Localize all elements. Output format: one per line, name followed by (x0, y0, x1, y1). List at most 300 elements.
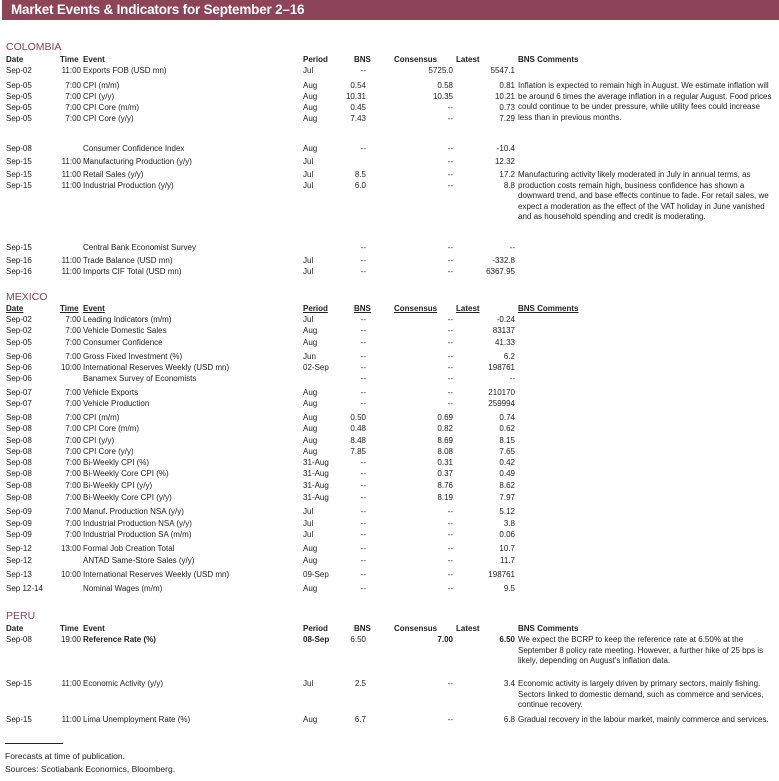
table-row (0, 458, 779, 468)
period: Jul (303, 170, 314, 179)
event: Consumer Confidence Index (83, 144, 185, 153)
event: Central Bank Economist Survey (83, 243, 196, 252)
header-time: Time (60, 55, 79, 64)
table-header-colombia (0, 55, 779, 65)
latest-value: 0.49 (499, 469, 515, 478)
header-comments: BNS Comments (518, 624, 579, 633)
bns-value: -- (360, 144, 366, 153)
latest-value: 5547.1 (490, 66, 515, 75)
header-consensus: Consensus (394, 55, 438, 64)
time: 7:00 (65, 519, 81, 528)
bns-value: -- (360, 507, 366, 516)
latest-value: 210170 (488, 388, 515, 397)
time: 19:00 (60, 635, 81, 644)
table-row (0, 267, 779, 277)
table-row (0, 256, 779, 266)
event: CPI Core (m/m) (83, 424, 139, 433)
header-time: Time (60, 304, 79, 313)
bns-value: -- (360, 267, 366, 276)
date: Sep-09 (6, 519, 32, 528)
colombia-comment-inflation: Inflation is expected to remain high in August. We estimate inflation will be around 6 times the average inflation in a regular August. Food prices could continue to be under pressure, while utility fees could increase less than in previous months. (518, 81, 772, 122)
consensus-value: 7.00 (437, 635, 453, 644)
period: 31-Aug (303, 469, 329, 478)
consensus-value: -- (447, 519, 453, 528)
event: Reference Rate (%) (83, 635, 156, 644)
table-row (0, 157, 779, 167)
period: Jul (303, 256, 314, 265)
bns-value: -- (360, 519, 366, 528)
table-row (0, 352, 779, 362)
table-row (0, 413, 779, 423)
event: Bi-Weekly CPI (%) (83, 458, 150, 467)
header-period: Period (303, 304, 328, 313)
bns-value: -- (360, 243, 366, 252)
latest-value: -- (509, 374, 515, 383)
consensus-value: -- (447, 338, 453, 347)
time: 7:00 (65, 447, 81, 456)
consensus-value: -- (447, 181, 453, 190)
date: Sep-08 (6, 413, 32, 422)
event: Vehicle Production (83, 399, 150, 408)
table-row (0, 556, 779, 566)
bns-value: 2.5 (354, 679, 366, 688)
bns-value: -- (360, 256, 366, 265)
time: 7:00 (65, 458, 81, 467)
consensus-value: -- (447, 243, 453, 252)
date: Sep-06 (6, 352, 32, 361)
period: Aug (303, 103, 318, 112)
period: Aug (303, 424, 318, 433)
consensus-value: -- (447, 352, 453, 361)
latest-value: 17.2 (499, 170, 515, 179)
period: Jul (303, 315, 314, 324)
table-row (0, 493, 779, 503)
bns-value: 0.50 (350, 413, 366, 422)
time: 10:00 (60, 363, 81, 372)
date: Sep-15 (6, 243, 32, 252)
bns-value: 6.50 (350, 635, 366, 644)
event: Formal Job Creation Total (83, 544, 175, 553)
latest-value: 9.5 (503, 584, 515, 593)
consensus-value: 8.19 (437, 493, 453, 502)
period: Jul (303, 679, 314, 688)
event: Banamex Survey of Economists (83, 374, 197, 383)
consensus-value: -- (447, 679, 453, 688)
period: 31-Aug (303, 493, 329, 502)
bns-value: -- (360, 388, 366, 397)
date: Sep 12-14 (6, 584, 43, 593)
header-comments: BNS Comments (518, 55, 579, 64)
event: CPI Core (y/y) (83, 114, 134, 123)
header-bns: BNS (354, 55, 371, 64)
period: Aug (303, 92, 318, 101)
event: CPI (y/y) (83, 92, 115, 101)
latest-value: 10.21 (494, 92, 515, 101)
table-row (0, 424, 779, 434)
table-header-mexico (0, 304, 779, 314)
latest-value: 11.7 (500, 556, 515, 565)
date: Sep-15 (6, 181, 32, 190)
consensus-value: -- (447, 584, 453, 593)
time: 7:00 (65, 315, 81, 324)
consensus-value: -- (447, 170, 453, 179)
latest-value: 6.2 (503, 352, 515, 361)
header-consensus: Consensus (394, 624, 438, 633)
header-date: Date (6, 55, 24, 64)
time: 7:00 (65, 338, 81, 347)
latest-value: 3.4 (503, 679, 515, 688)
time: 7:00 (65, 388, 81, 397)
event: Manuf. Production NSA (y/y) (83, 507, 184, 516)
period: 31-Aug (303, 458, 329, 467)
consensus-value: -- (447, 103, 453, 112)
latest-value: 5.12 (499, 507, 515, 516)
table-row (0, 469, 779, 479)
period: Jul (303, 530, 314, 539)
bns-value: -- (360, 481, 366, 490)
event: Trade Balance (USD mn) (83, 256, 173, 265)
latest-value: -332.8 (492, 256, 515, 265)
date: Sep-05 (6, 338, 32, 347)
event: Consumer Confidence (83, 338, 163, 347)
period: Aug (303, 399, 318, 408)
latest-value: 198761 (488, 363, 515, 372)
header-date: Date (6, 304, 24, 313)
date: Sep-08 (6, 458, 32, 467)
latest-value: -0.24 (496, 315, 515, 324)
time: 11:00 (61, 267, 81, 276)
bns-value: -- (360, 570, 366, 579)
latest-value: 259994 (488, 399, 515, 408)
bns-value: -- (360, 338, 366, 347)
date: Sep-16 (6, 256, 32, 265)
event: Leading Indicators (m/m) (83, 315, 172, 324)
date: Sep-13 (6, 570, 32, 579)
table-row (0, 338, 779, 348)
date: Sep-12 (6, 544, 32, 553)
time: 7:00 (65, 530, 81, 539)
header-latest: Latest (456, 55, 480, 64)
footer-note: Forecasts at time of publication. (5, 751, 126, 761)
latest-value: 12.32 (494, 157, 515, 166)
latest-value: 0.81 (499, 81, 515, 90)
event: CPI Core (y/y) (83, 447, 134, 456)
event: CPI (m/m) (83, 413, 120, 422)
consensus-value: -- (447, 363, 453, 372)
latest-value: 83137 (492, 326, 515, 335)
date: Sep-09 (6, 507, 32, 516)
event: Industrial Production (y/y) (83, 181, 174, 190)
header-time: Time (60, 624, 79, 633)
latest-value: 0.06 (499, 530, 515, 539)
event: Imports CIF Total (USD mn) (83, 267, 182, 276)
consensus-value: -- (447, 388, 453, 397)
event: International Reserves Weekly (USD mn) (83, 570, 230, 579)
date: Sep-08 (6, 424, 32, 433)
period: Aug (303, 326, 318, 335)
consensus-value: -- (447, 374, 453, 383)
consensus-value: 0.58 (437, 81, 453, 90)
bns-value: -- (360, 544, 366, 553)
bns-value: 0.48 (350, 424, 366, 433)
event: International Reserves Weekly (USD mn) (83, 363, 230, 372)
period: Aug (303, 338, 318, 347)
header-event: Event (83, 55, 105, 64)
period: 02-Sep (303, 363, 329, 372)
date: Sep-08 (6, 144, 32, 153)
table-row (0, 544, 779, 554)
time: 7:00 (65, 399, 81, 408)
latest-value: 8.62 (499, 481, 515, 490)
section-title-peru: PERU (6, 610, 36, 622)
table-row (0, 315, 779, 325)
header-bns: BNS (354, 624, 371, 633)
period: Aug (303, 413, 318, 422)
latest-value: 8.15 (499, 436, 515, 445)
latest-value: 7.97 (499, 493, 515, 502)
date: Sep-05 (6, 114, 32, 123)
bns-value: -- (360, 530, 366, 539)
time: 7:00 (65, 493, 81, 502)
event: Industrial Production SA (m/m) (83, 530, 192, 539)
consensus-value: -- (447, 507, 453, 516)
table-row (0, 715, 779, 725)
table-row (0, 519, 779, 529)
table-row (0, 584, 779, 594)
consensus-value: -- (447, 530, 453, 539)
date: Sep-07 (6, 399, 32, 408)
header-latest: Latest (456, 624, 480, 633)
header-period: Period (303, 55, 328, 64)
consensus-value: -- (447, 144, 453, 153)
consensus-value: -- (447, 157, 453, 166)
event: Bi-Weekly Core CPI (y/y) (83, 493, 172, 502)
time: 11:00 (61, 66, 81, 75)
table-row (0, 144, 779, 154)
date: Sep-08 (6, 635, 32, 644)
date: Sep-08 (6, 436, 32, 445)
time: 11:00 (61, 170, 81, 179)
latest-value: -10.4 (496, 144, 515, 153)
table-row (0, 388, 779, 398)
latest-value: 6367.95 (486, 267, 515, 276)
table-row (0, 481, 779, 491)
table-row (0, 507, 779, 517)
consensus-value: -- (447, 715, 453, 724)
consensus-value: 0.31 (437, 458, 453, 467)
latest-value: 41.33 (494, 338, 515, 347)
date: Sep-05 (6, 103, 32, 112)
period: Aug (303, 144, 318, 153)
date: Sep-06 (6, 363, 32, 372)
time: 11:00 (61, 715, 81, 724)
latest-value: 3.8 (503, 519, 515, 528)
header-date: Date (6, 624, 24, 633)
latest-value: 0.42 (499, 458, 515, 467)
latest-value: 7.29 (499, 114, 515, 123)
period: 31-Aug (303, 481, 329, 490)
bns-value: -- (360, 399, 366, 408)
header-period: Period (303, 624, 328, 633)
table-row (0, 243, 779, 253)
row-comment: Gradual recovery in the labour market, mainly commerce and services. (518, 715, 769, 724)
event: Gross Fixed Investment (%) (83, 352, 183, 361)
event: Nominal Wages (m/m) (83, 584, 163, 593)
bns-value: 0.54 (350, 81, 366, 90)
table-header-peru (0, 624, 779, 634)
period: Aug (303, 81, 318, 90)
latest-value: 10.7 (499, 544, 515, 553)
date: Sep-08 (6, 469, 32, 478)
consensus-value: -- (447, 114, 453, 123)
period: Jul (303, 66, 314, 75)
bns-value: -- (360, 352, 366, 361)
header-event: Event (83, 304, 105, 313)
latest-value: 6.50 (499, 635, 515, 644)
latest-value: 0.62 (499, 424, 515, 433)
bns-value: -- (360, 374, 366, 383)
bns-value: -- (360, 326, 366, 335)
date: Sep-15 (6, 157, 32, 166)
time: 7:00 (65, 481, 81, 490)
consensus-value: -- (447, 256, 453, 265)
event: CPI Core (m/m) (83, 103, 139, 112)
date: Sep-05 (6, 92, 32, 101)
footer-sources: Sources: Scotiabank Economics, Bloomberg. (5, 764, 176, 774)
latest-value: 6.8 (503, 715, 515, 724)
period: Aug (303, 544, 318, 553)
header-comments: BNS Comments (518, 304, 579, 313)
date: Sep-07 (6, 388, 32, 397)
latest-value: -- (509, 243, 515, 252)
consensus-value: -- (447, 544, 453, 553)
date: Sep-15 (6, 715, 32, 724)
event: Vehicle Domestic Sales (83, 326, 167, 335)
header-event: Event (83, 624, 105, 633)
event: CPI (m/m) (83, 81, 120, 90)
bns-value: -- (360, 66, 366, 75)
consensus-value: -- (447, 267, 453, 276)
consensus-value: 8.76 (437, 481, 453, 490)
consensus-value: 5725.0 (428, 66, 453, 75)
event: Vehicle Exports (83, 388, 139, 397)
period: 09-Sep (303, 570, 329, 579)
period: Aug (303, 447, 318, 456)
event: Economic Activity (y/y) (83, 679, 164, 688)
event: Bi-Weekly CPI (y/y) (83, 481, 153, 490)
bns-value: -- (360, 584, 366, 593)
event: Industrial Production NSA (y/y) (83, 519, 192, 528)
time: 7:00 (65, 507, 81, 516)
latest-value: 8.8 (503, 181, 515, 190)
table-row (0, 436, 779, 446)
table-row (0, 447, 779, 457)
bns-value: -- (360, 556, 366, 565)
bns-value: -- (360, 458, 366, 467)
table-row (0, 363, 779, 373)
time: 7:00 (65, 413, 81, 422)
date: Sep-08 (6, 447, 32, 456)
table-row (0, 374, 779, 384)
period: Aug (303, 715, 318, 724)
time: 7:00 (65, 352, 81, 361)
latest-value: 198761 (488, 570, 515, 579)
date: Sep-06 (6, 374, 32, 383)
period: Aug (303, 584, 318, 593)
period: Jul (303, 267, 314, 276)
event: Exports FOB (USD mn) (83, 66, 167, 75)
table-row (0, 326, 779, 336)
date: Sep-02 (6, 315, 32, 324)
bns-value: 7.85 (350, 447, 366, 456)
time: 7:00 (65, 103, 81, 112)
table-row (0, 679, 779, 710)
period: Aug (303, 388, 318, 397)
event: Retail Sales (y/y) (83, 170, 144, 179)
time: 11:00 (61, 157, 81, 166)
period: Aug (303, 556, 318, 565)
date: Sep-02 (6, 326, 32, 335)
consensus-value: -- (447, 315, 453, 324)
consensus-value: 0.37 (437, 469, 453, 478)
date: Sep-08 (6, 481, 32, 490)
date: Sep-08 (6, 493, 32, 502)
bns-value: 8.48 (350, 436, 366, 445)
date: Sep-15 (6, 170, 32, 179)
event: CPI (y/y) (83, 436, 115, 445)
bns-value: 0.45 (350, 103, 366, 112)
section-title-mexico: MEXICO (6, 291, 48, 303)
date: Sep-16 (6, 267, 32, 276)
bns-value: 10.31 (345, 92, 366, 101)
bns-value: -- (360, 493, 366, 502)
row-comment: Economic activity is largely driven by primary sectors, mainly fishing. Sectors linked to domestic demand, such as commerce and services, continue recovery. (518, 679, 764, 710)
table-row (0, 570, 779, 580)
latest-value: 0.74 (499, 413, 515, 422)
date: Sep-05 (6, 81, 32, 90)
period: Jul (303, 157, 314, 166)
time: 7:00 (65, 326, 81, 335)
consensus-value: -- (447, 556, 453, 565)
consensus-value: 0.69 (437, 413, 453, 422)
table-row (0, 530, 779, 540)
time: 7:00 (65, 92, 81, 101)
header-bns: BNS (354, 304, 371, 313)
bns-value: 6.7 (354, 715, 366, 724)
latest-value: 0.73 (499, 103, 515, 112)
consensus-value: 0.82 (437, 424, 453, 433)
bns-value: 6.0 (354, 181, 366, 190)
time: 11:00 (61, 256, 81, 265)
bns-value: 7.43 (350, 114, 366, 123)
period: Jul (303, 181, 314, 190)
consensus-value: 8.08 (437, 447, 453, 456)
period: 08-Sep (303, 635, 330, 644)
time: 11:00 (61, 679, 81, 688)
page-title: Market Events & Indicators for September 2–16 (2, 0, 779, 20)
date: Sep-09 (6, 530, 32, 539)
event: Manufacturing Production (y/y) (83, 157, 192, 166)
bns-value: -- (360, 315, 366, 324)
date: Sep-02 (6, 66, 32, 75)
table-row (0, 635, 779, 666)
bns-value: -- (360, 469, 366, 478)
event: Bi-Weekly Core CPI (%) (83, 469, 169, 478)
section-title-colombia: COLOMBIA (6, 41, 62, 53)
period: Jul (303, 519, 314, 528)
colombia-comment-activity: Manufacturing activity likely moderated in July in annual terms, as production costs remain high, business confidence has shown a downward trend, and base effects continue to fade. For retail sales, we expect a moderation as the effect of the VAT holiday in June vanished and as household spending and credit is moderating. (518, 170, 769, 222)
consensus-value: 10.35 (432, 92, 453, 101)
